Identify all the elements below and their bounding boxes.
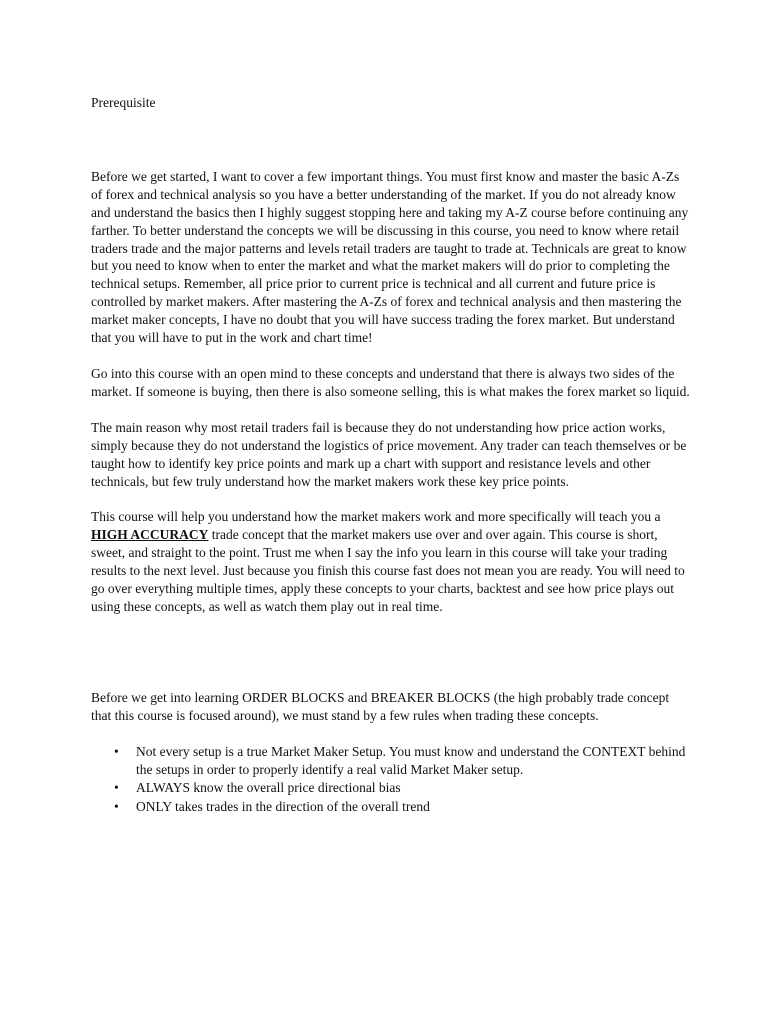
paragraph-course-overview-part2: trade concept that the market makers use over and over again. This course is short, sweet, and straight to the point. Trust me when I say the info you learn in this course will take your trading results to the next level. Just because you finish this course fast does not mean you are ready. You will need to go over everything multiple times, apply these concepts to your charts, backtest and see how price plays out using these concepts, as well as watch them play out in real time. — [91, 527, 685, 614]
bullet-icon: • — [114, 743, 119, 759]
paragraph-course-overview-part1: This course will help you understand how the market makers work and more specifically will teach you a — [91, 509, 661, 525]
document-page — [91, 94, 691, 817]
bullet-icon: • — [114, 780, 119, 796]
section-spacer — [91, 634, 691, 689]
paragraph-intro: Before we get started, I want to cover a few important things. You must first know and master the basic A-Zs of forex and technical analysis so you have a better understanding of the market. If you do not already know and understand the basics then I highly suggest stopping here and taking my A-Z course before continuing any farther. To better understand the concepts we will be discussing in this course, you need to know where retail traders trade and the major patterns and levels retail traders are taught to trade at. Technicals are great to know but you need to know when to enter the market and what the market makers will do prior to completing the technical setups. Remember, all price prior to current price is technical and all current and future price is controlled by market makers. After mastering the A-Zs of forex and technical analysis and then mastering the market maker concepts, I have no doubt that you will have success trading the forex market. But understand that you will have to put in the work and chart time! — [91, 168, 689, 346]
rules-list — [91, 743, 691, 817]
document-title: Prerequisite — [91, 95, 156, 110]
rule-text: Not every setup is a true Market Maker Setup. You must know and understand the CONTEXT behind the setups in order to properly identify a real valid Market Maker setup. — [136, 743, 686, 777]
rule-item — [91, 798, 691, 816]
bullet-icon: • — [114, 799, 119, 815]
paragraph-open-mind: Go into this course with an open mind to these concepts and understand that there is always two sides of the market. If someone is buying, then there is also someone selling, this is what makes the forex market so liquid. — [91, 365, 690, 399]
high-accuracy-emphasis: HIGH ACCURACY — [91, 527, 209, 543]
paragraph-retail-traders: The main reason why most retail traders fail is because they do not understanding how price action works, simply because they do not understand the logistics of price movement. Any trader can teach themselves or be taught how to identify key price points and mark up a chart with support and resistance levels and other technicals, but few truly understand how the market makers work these key price points. — [91, 419, 687, 489]
rule-text: ALWAYS know the overall price directional bias — [136, 780, 401, 796]
paragraph-rules-intro: Before we get into learning ORDER BLOCKS and BREAKER BLOCKS (the high probably trade concept that this course is focused around), we must stand by a few rules when trading these concepts. — [91, 689, 670, 723]
rule-item — [91, 743, 691, 779]
rule-text: ONLY takes trades in the direction of the overall trend — [136, 799, 430, 815]
rule-item — [91, 779, 691, 797]
paragraph-course-overview — [91, 508, 691, 615]
